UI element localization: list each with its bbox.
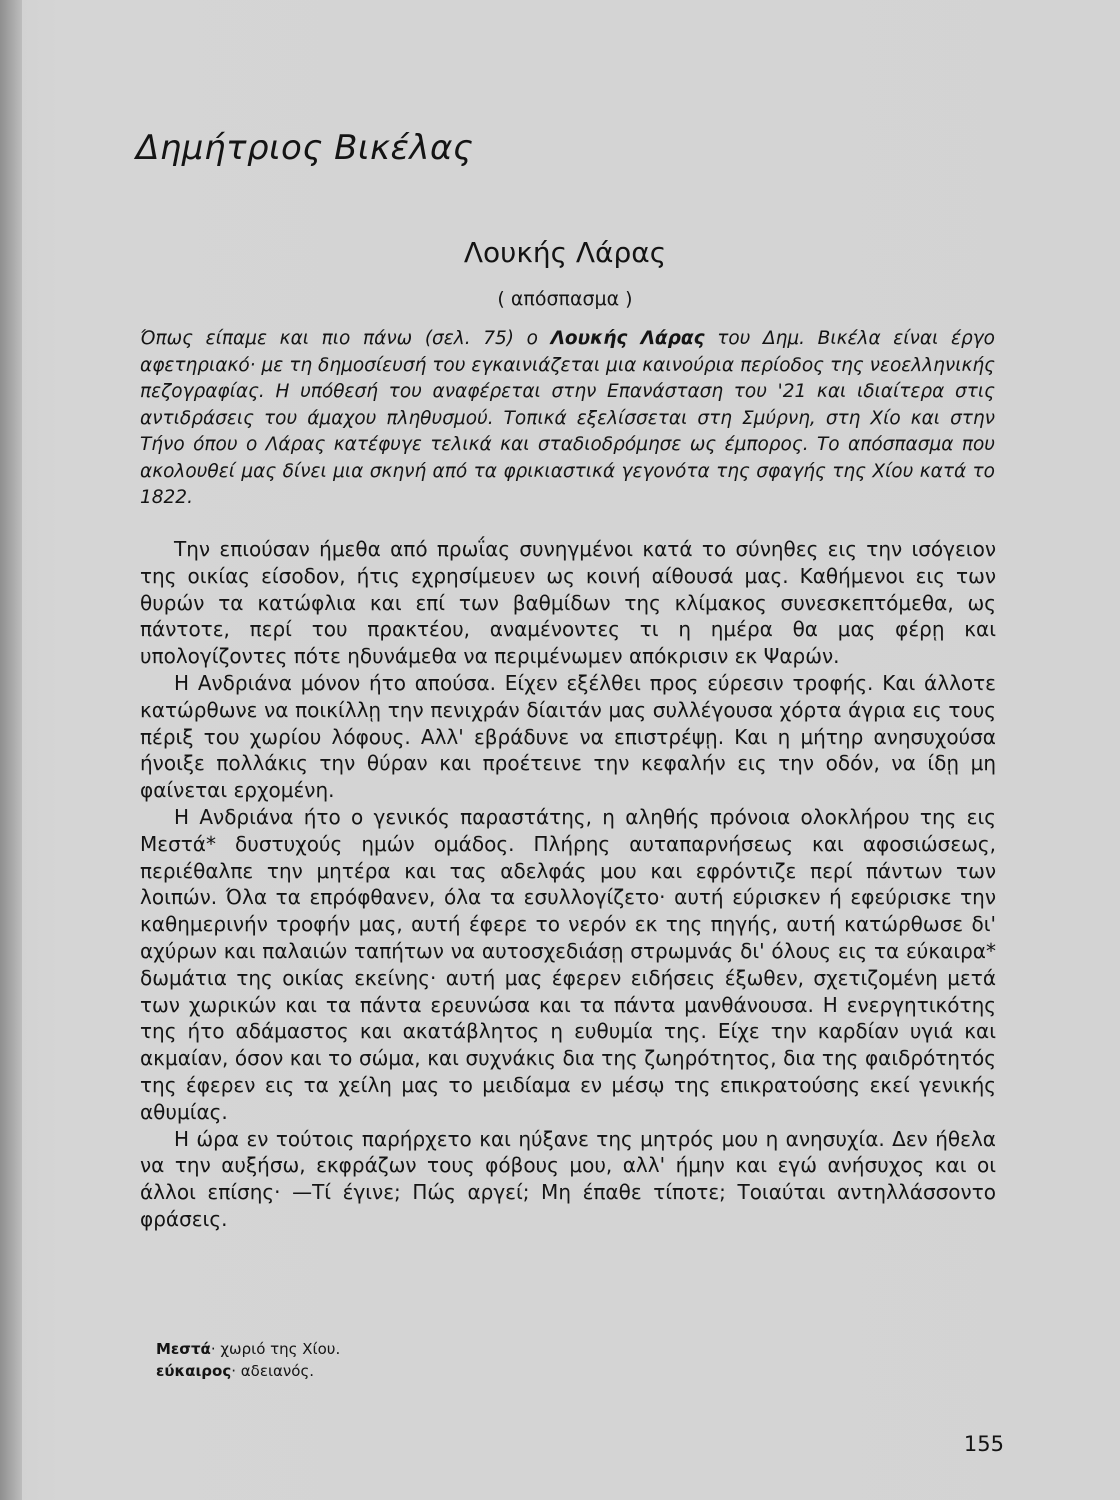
footnote-term: εύκαιρος [156,1362,232,1380]
footnote-definition: · χωριό της Χίου. [210,1340,341,1358]
excerpt-body [140,536,996,1233]
body-paragraph: Η Ανδριάνα ήτο ο γενικός παραστάτης, η αληθής πρόνοια ολοκλήρου της εις Μεστά* δυστυχούς ημών ομάδος. Πλήρης αυταπαρνήσεως και αφοσιώσεως, περιέθαλπε την μητέρα και τας αδελφάς μου και εφρόντιζε περί πάντων των λοιπών. Όλα τα επρόφθανεν, όλα τα εσυλλογίζετο· αυτή εύρισκεν ή εφεύρισκε την καθημερινήν τροφήν μας, αυτή έφερε το νερόν εκ της πηγής, αυτή κατώρθωσε δι' αχύρων και παλαιών ταπήτων να αυτοσχεδιάσῃ στρωμνάς δι' όλους εις τα εύκαιρα* δωμάτια της οικίας εκείνης· αυτή μας έφερεν ειδήσεις έξωθεν, σχετιζομένη μετά των χωρικών και τα πάντα ερευνώσα και τα πάντα μανθάνουσα. Η ενεργητικότης της ήτο αδάμαστος και ακατάβλητος η ευθυμία της. Είχε την καρδίαν υγιά και ακμαίαν, όσον και το σώμα, και συχνάκις δια της ζωηρότητος, δια της φαιδρότητός της έφερεν εις τα χείλη μας το μειδίαμα εν μέσῳ της επικρατούσης εκεί γενικής αθυμίας. [140,804,996,1124]
work-title: Λουκής Λάρας [463,236,667,269]
body-paragraph: Η Ανδριάνα μόνον ήτο απούσα. Είχεν εξέλθει προς εύρεσιν τροφής. Και άλλοτε κατώρθωνε να ποικίλλῃ την πενιχράν δίαιτάν μας συλλέγουσα χόρτα άγρια εις τους πέριξ του χωρίου λόφους. Αλλ' εβράδυνε να επιστρέψῃ. Και η μήτηρ ανησυχούσα ήνοιξε πολλάκις την θύραν και προέτεινε την κεφαλήν εις την οδόν, να ίδῃ μη φαίνεται ερχομένη. [140,670,996,803]
body-paragraph: Την επιούσαν ήμεθα από πρωΐας συνηγμένοι κατά το σύνηθες εις την ισόγειον της οικίας είσοδον, ήτις εχρησίμευεν ως κοινή αίθουσά μας. Καθήμενοι εις των θυρών τα κατώφλια και επί των βαθμίδων της κλίμακος συνεσκεπτόμεθα, ως πάντοτε, περί του πρακτέου, αναμένοντες τι η ημέρα θα μας φέρῃ και υπολογίζοντες πότε ηδυνάμεθα να περιμένωμεν απόκρισιν εκ Ψαρών. [140,537,996,669]
body-paragraph: Η ώρα εν τούτοις παρήρχετο και ηύξανε της μητρός μου η ανησυχία. Δεν ήθελα να την αυξήσω, εκφράζων τους φόβους μου, αλλ' ήμην και εγώ ανήσυχος και οι άλλοι επίσης· —Τί έγινε; Πώς αργεί; Μη έπαθε τίποτε; Τοιαύται αντηλλάσσοντο φράσεις. [140,1126,996,1231]
excerpt-subtitle: ( απόσπασμα ) [497,288,633,310]
footnotes [156,1338,340,1382]
intro-bold-title: Λουκής Λάρας [550,328,705,349]
page-number: 155 [963,1432,1004,1456]
intro-text-end: του Δημ. Βικέλα είναι έργο αφετηριακό· με τη δημοσίευσή του εγκαινιάζεται μια καινούρια περίοδος της νεοελληνικής πεζογραφίας. Η υπόθεσή του αναφέρεται στην Επανάσταση του '21 και ιδιαίτερα στις αντιδράσεις του άμαχου πληθυσμού. Τοπικά εξελίσσεται στη Σμύρνη, στη Χίο και στην Τήνο όπου ο Λάρας κατέφυγε τελικά και σταδιοδρόμησε ως έμπορος. Το απόσπασμα που ακολουθεί μας δίνει μια σκηνή από τα φρικιαστικά γεγονότα της σφαγής της Χίου κατά το 1822. [140,328,995,508]
footnote-definition: · αδειανός. [231,1362,315,1380]
intro-text-start: Όπως είπαμε και πιο πάνω (σελ. 75) ο [140,328,551,349]
footnote-term: Μεστά [156,1340,211,1358]
page-gutter-shadow [0,0,22,1500]
intro-paragraph [140,326,995,512]
footnote-item [156,1338,340,1360]
author-heading: Δημήτριος Βικέλας [136,128,474,168]
footnote-item [156,1360,340,1382]
